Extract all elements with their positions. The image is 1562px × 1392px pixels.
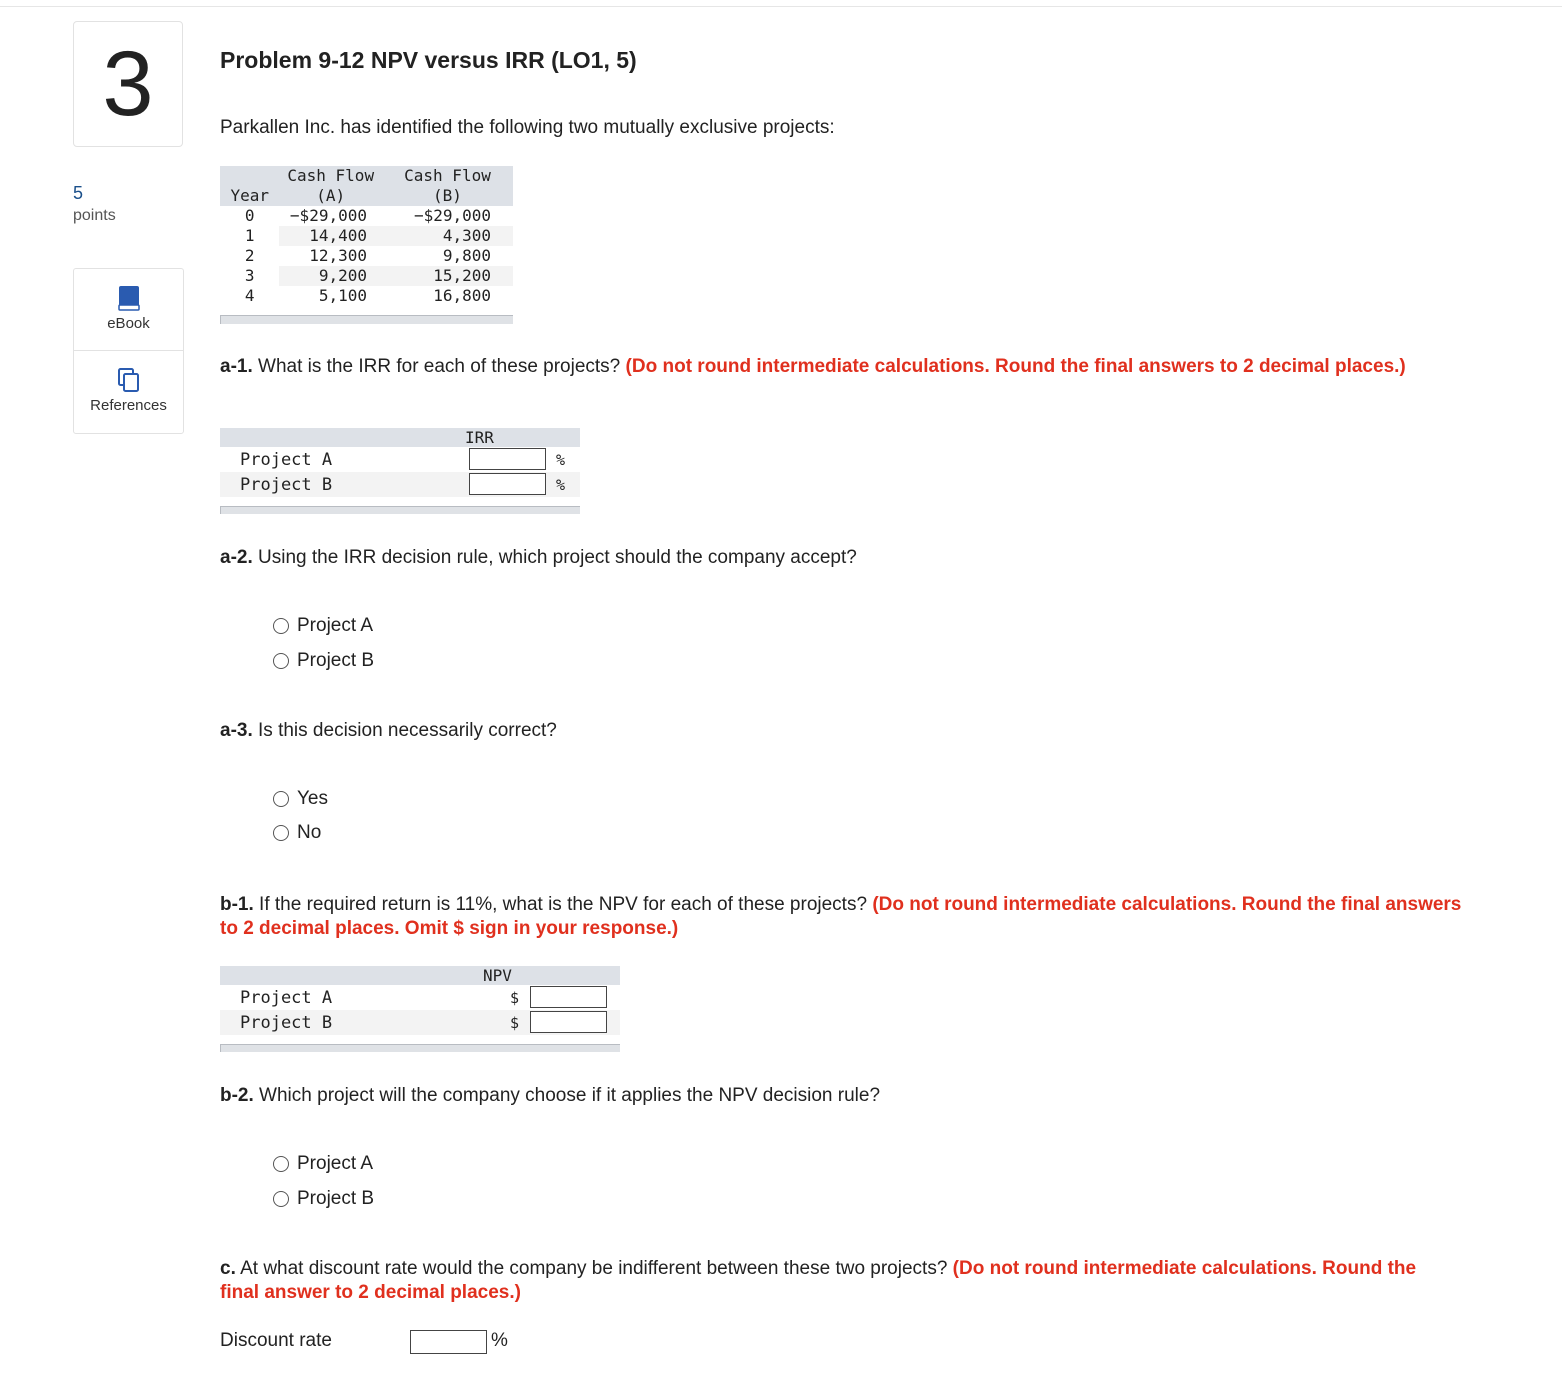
- discount-rate-unit: %: [491, 1330, 508, 1351]
- npv-column-header: NPV: [483, 966, 512, 985]
- table-row: 2 12,300 9,800: [244, 246, 491, 265]
- question-number: 3: [73, 21, 183, 147]
- tools-panel: [73, 268, 184, 434]
- question-c: c. At what discount rate would the company be indifferent between these two projects? (Do not round intermediate calculations. Round the final answer to 2 decimal places.): [220, 1258, 1417, 1303]
- irr-column-header: IRR: [465, 428, 494, 447]
- question-a3: a-3. Is this decision necessarily correct?: [220, 720, 557, 741]
- cash-flow-table: [220, 166, 513, 324]
- irr-project-a-input[interactable]: [469, 448, 546, 470]
- irr-project-b-input[interactable]: [469, 473, 546, 495]
- cash-flow-b-header: Cash Flow (B): [382, 166, 513, 206]
- points-value: 5: [73, 183, 84, 203]
- table-row: 4 5,100 16,800: [244, 286, 491, 305]
- radio-button[interactable]: [273, 791, 289, 807]
- question-a1: a-1. What is the IRR for each of these projects? (Do not round intermediate calculations. Round the final answers to 2 decimal places.): [220, 356, 1406, 377]
- npv-answer-table: [220, 966, 620, 1052]
- a3-option-yes[interactable]: Yes: [273, 788, 328, 810]
- references-button[interactable]: [74, 350, 183, 432]
- problem-title: Problem 9-12 NPV versus IRR (LO1, 5): [220, 47, 637, 73]
- table-row: 1 14,400 4,300: [220, 226, 513, 246]
- b2-option-project-b[interactable]: Project B: [273, 1188, 374, 1210]
- table-row: Project A %: [240, 449, 566, 470]
- radio-button[interactable]: [273, 653, 289, 669]
- discount-rate-input[interactable]: [410, 1330, 487, 1354]
- ebook-button[interactable]: [74, 269, 183, 350]
- question-b1: b-1. If the required return is 11%, what is the NPV for each of these projects? (Do not round intermediate calculations. Round the final answers to 2 decimal places. Omit $ sign in your response.): [220, 894, 1462, 939]
- references-label: References: [90, 397, 167, 414]
- question-a2: a-2. Using the IRR decision rule, which project should the company accept?: [220, 547, 857, 568]
- question-b2: b-2. Which project will the company choose if it applies the NPV decision rule?: [220, 1085, 881, 1106]
- points-label: points: [73, 207, 116, 224]
- table-footer-bar: [220, 1044, 620, 1052]
- cash-flow-a-header: Cash Flow (A): [279, 166, 382, 206]
- radio-button[interactable]: [273, 618, 289, 634]
- table-footer-bar: [220, 315, 513, 324]
- npv-project-b-input[interactable]: [530, 1011, 607, 1033]
- a2-option-project-a[interactable]: Project A: [273, 615, 373, 637]
- table-row: 0 −$29,000 −$29,000: [244, 206, 491, 225]
- a3-option-no[interactable]: No: [273, 822, 321, 844]
- ebook-label: eBook: [107, 315, 150, 332]
- book-icon: [118, 285, 140, 311]
- npv-project-a-input[interactable]: [530, 986, 607, 1008]
- b2-option-project-a[interactable]: Project A: [273, 1153, 373, 1175]
- top-divider: [0, 6, 1562, 7]
- problem-intro: Parkallen Inc. has identified the following two mutually exclusive projects:: [220, 117, 835, 138]
- table-row: 3 9,200 15,200: [220, 266, 513, 286]
- table-row: Project A $: [220, 985, 620, 1010]
- table-footer-bar: [220, 506, 580, 514]
- irr-answer-table: [220, 428, 580, 514]
- table-row: Project B %: [220, 472, 580, 497]
- table-row: Project B $: [220, 1010, 620, 1035]
- radio-button[interactable]: [273, 1191, 289, 1207]
- radio-button[interactable]: [273, 825, 289, 841]
- discount-rate-label: Discount rate: [220, 1330, 332, 1351]
- year-header: Year: [220, 166, 279, 206]
- copy-icon: [117, 367, 141, 393]
- a2-option-project-b[interactable]: Project B: [273, 650, 374, 672]
- radio-button[interactable]: [273, 1156, 289, 1172]
